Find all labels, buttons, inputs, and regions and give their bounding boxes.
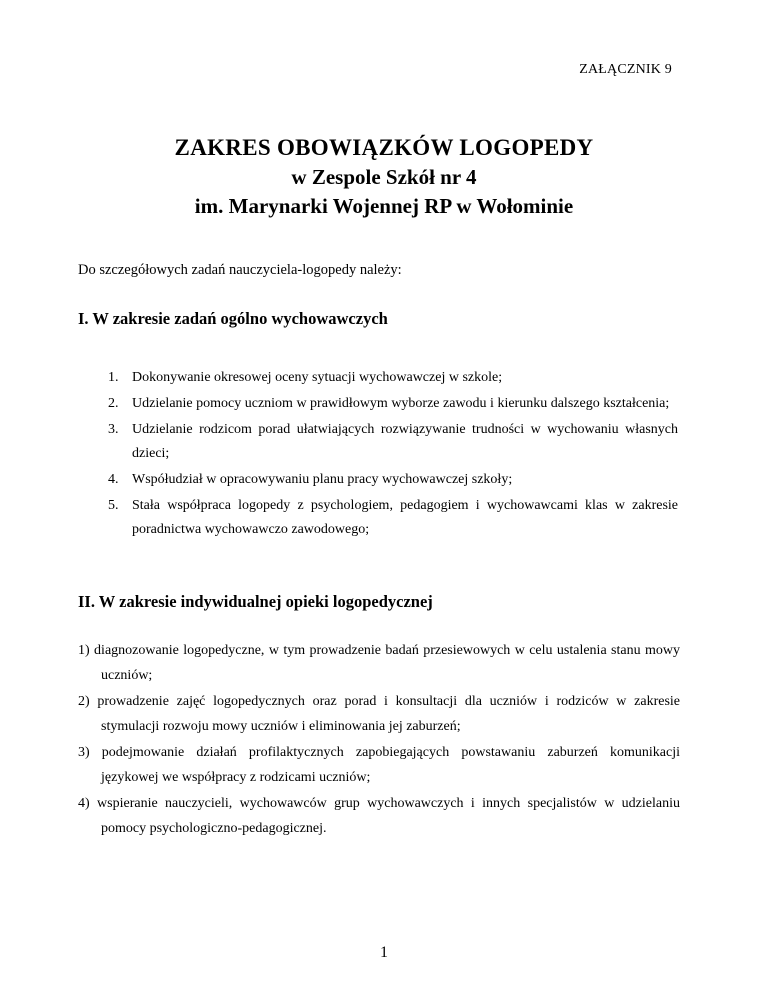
section-1-list — [108, 366, 678, 544]
list-item — [108, 418, 678, 466]
list-item — [108, 494, 678, 542]
intro-text: Do szczegółowych zadań nauczyciela-logopedy należy: — [78, 262, 402, 278]
attachment-label: ZAŁĄCZNIK 9 — [579, 62, 672, 77]
list-item — [108, 392, 678, 416]
list-item: 1) diagnozowanie logopedyczne, w tym prowadzenie badań przesiewowych w celu ustalenia stanu mowy uczniów; — [78, 643, 680, 683]
section-2-list — [78, 638, 680, 842]
list-item: 2) prowadzenie zajęć logopedycznych oraz porad i konsultacji dla uczniów i rodziców w zakresie stymulacji rozwoju mowy uczniów i eliminowania jej zaburzeń; — [78, 694, 680, 734]
title-line-1: ZAKRES OBOWIĄZKÓW LOGOPEDY — [174, 135, 594, 160]
list-item-text: Stała współpraca logopedy z psychologiem, pedagogiem i wychowawcami klas w zakresie poradnictwa wychowawczo zawodowego; — [132, 498, 678, 537]
list-item-text: Udzielanie pomocy uczniom w prawidłowym wyborze zawodu i kierunku dalszego kształcenia; — [132, 396, 670, 411]
list-item-number: 2. — [108, 396, 119, 411]
list-item-number: 4. — [108, 472, 119, 487]
page-number: 1 — [380, 944, 388, 961]
list-item — [108, 468, 678, 492]
section-1-heading: I. W zakresie zadań ogólno wychowawczych — [78, 309, 388, 328]
list-item-number: 1. — [108, 370, 119, 385]
section-2-heading: II. W zakresie indywidualnej opieki logopedycznej — [78, 592, 433, 611]
list-item: 4) wspieranie nauczycieli, wychowawców grup wychowawczych i innych specjalistów w udzielaniu pomocy psychologiczno-pedagogicznej. — [78, 796, 680, 836]
list-item-text: Współudział w opracowywaniu planu pracy wychowawczej szkoły; — [132, 472, 513, 487]
list-item-number: 5. — [108, 498, 119, 513]
list-item-text: Dokonywanie okresowej oceny sytuacji wychowawczej w szkole; — [132, 370, 503, 385]
title-line-3: im. Marynarki Wojennej RP w Wołominie — [194, 194, 574, 218]
title-line-2: w Zespole Szkół nr 4 — [291, 165, 477, 189]
list-item — [108, 366, 678, 390]
list-item-text: Udzielanie rodzicom porad ułatwiających rozwiązywanie trudności w wychowaniu własnych dzieci; — [132, 422, 678, 461]
list-item: 3) podejmowanie działań profilaktycznych zapobiegających powstawaniu zaburzeń komunikacji językowej we współpracy z rodzicami uczniów; — [78, 745, 680, 785]
document-title — [0, 133, 768, 221]
list-item-number: 3. — [108, 422, 119, 437]
